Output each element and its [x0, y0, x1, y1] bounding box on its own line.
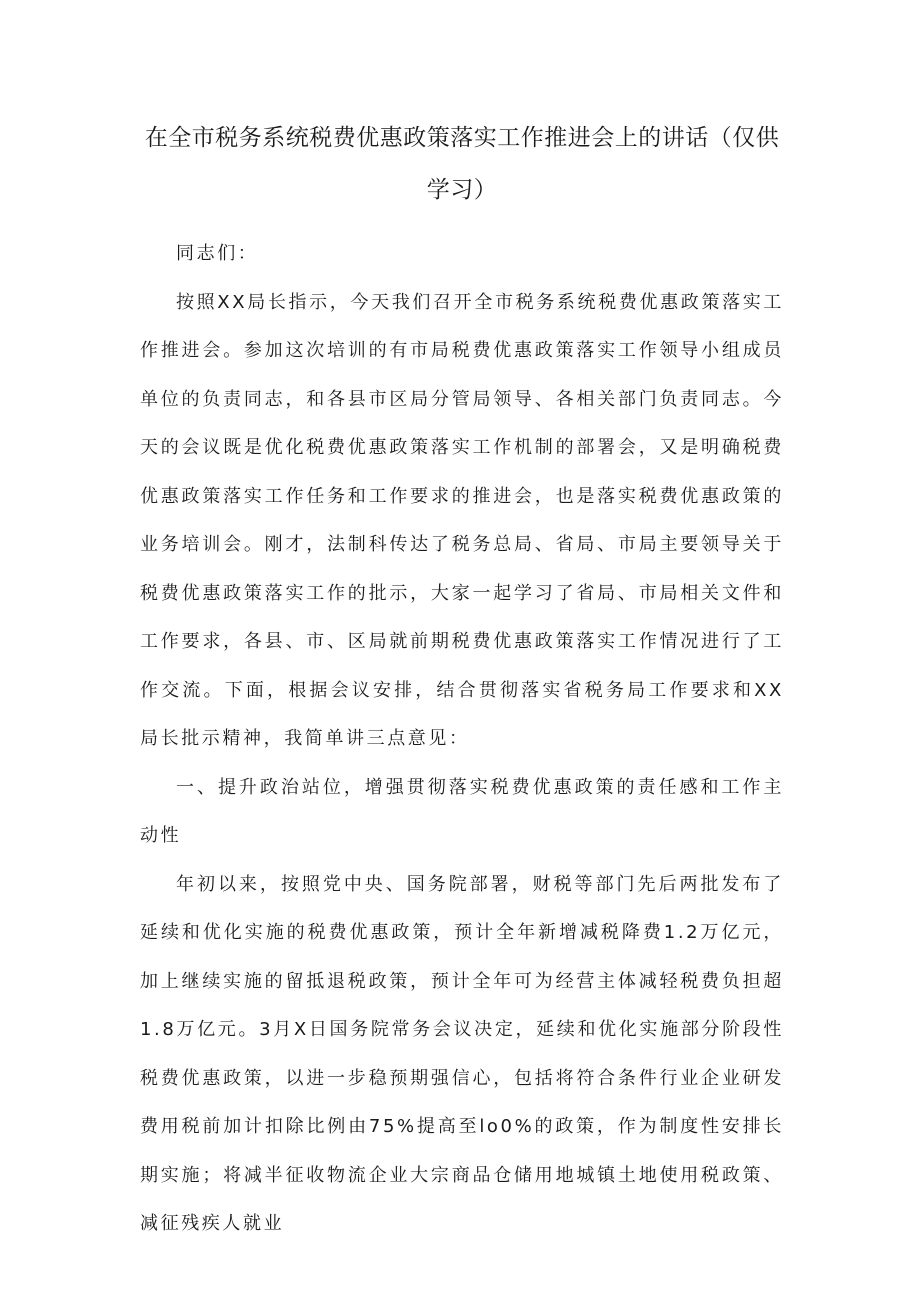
salutation: 同志们： [176, 243, 259, 264]
document-title: 在全市税务系统税费优惠政策落实工作推进会上的讲话（仅供学习） [144, 125, 780, 203]
document-body [140, 230, 784, 1249]
paragraph-intro: 按照XX局长指示，今天我们召开全市税务系统税费优惠政策落实工作推进会。参加这次培训的有市局税费优惠政策落实工作领导小组成员单位的负责同志，和各县市区局分管局领导、各相关部门负责同志。今天的会议既是优化税费优惠政策落实工作机制的部署会，又是明确税费优惠政策落实工作任务和工作要求的推进会，也是落实税费优惠政策的业务培训会。刚才，法制科传达了税务总局、省局、市局主要领导关于税费优惠政策落实工作的批示，大家一起学习了省局、市局相关文件和工作要求，各县、市、区局就前期税费优惠政策落实工作情况进行了工作交流。下面，根据会议安排，结合贯彻落实省税务局工作要求和XX局长批示精神，我简单讲三点意见： [140, 291, 784, 749]
section-heading-1: 一、提升政治站位，增强贯彻落实税费优惠政策的责任感和工作主动性 [140, 776, 784, 846]
paragraph-section-1: 年初以来，按照党中央、国务院部署，财税等部门先后两批发布了延续和优化实施的税费优惠政策，预计全年新增减税降费1.2万亿元，加上继续实施的留抵退税政策，预计全年可为经营主体减轻税费负担超1.8万亿元。3月X日国务院常务会议决定，延续和优化实施部分阶段性税费优惠政策，以进一步稳预期强信心，包括将符合条件行业企业研发费用税前加计扣除比例由75%提高至lo0%的政策，作为制度性安排长期实施；将减半征收物流企业大宗商品仓储用地城镇土地使用税政策、减征残疾人就业 [140, 873, 784, 1234]
